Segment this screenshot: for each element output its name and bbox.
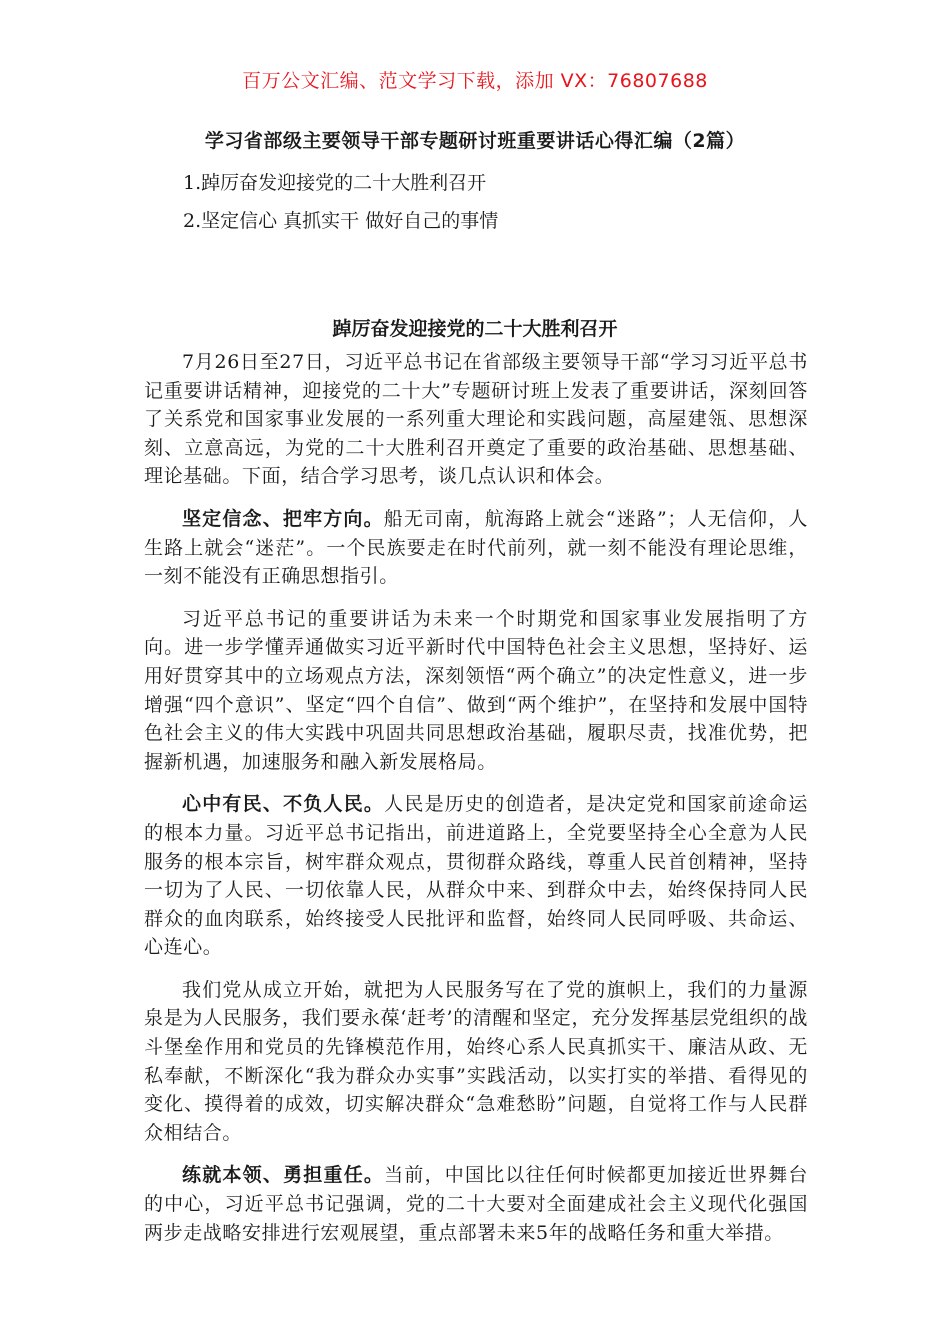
toc-item-2: 2.坚定信心 真抓实干 做好自己的事情: [183, 210, 499, 232]
paragraph-5-text: 我们党从成立开始，就把为人民服务写在了党的旗帜上，我们的力量源泉是为人民服务，我们要永葆‘赶考’的清醒和坚定，充分发挥基层党组织的战斗堡垒作用和党员的先锋模范作用，始终心系人民真抓实干、廉洁从政、无私奉献，不断深化“我为群众办实事”实践活动，以实打实的举措、看得见的变化、摸得着的成效，切实解决群众“急难愁盼”问题，自觉将工作与人民群众相结合。: [144, 978, 808, 1144]
paragraph-3-text: 习近平总书记的重要讲话为未来一个时期党和国家事业发展指明了方向。进一步学懂弄通做实习近平新时代中国特色社会主义思想，坚持好、运用好贯穿其中的立场观点方法，深刻领悟“两个确立”的决定性意义，进一步增强“四个意识”、坚定“四个自信”、做到“两个维护”，在坚持和发展中国特色社会主义的伟大实践中巩固共同思想政治基础，履职尽责，找准优势，把握新机遇，加速服务和融入新发展格局。: [144, 607, 808, 773]
paragraph-4: [144, 790, 808, 962]
paragraph-3: [144, 605, 808, 777]
paragraph-4-text: 人民是历史的创造者，是决定党和国家前途命运的根本力量。习近平总书记指出，前进道路上，全党要坚持全心全意为人民服务的根本宗旨，树牢群众观点，贯彻群众路线，尊重人民首创精神，坚持一切为了人民、一切依靠人民，从群众中来、到群众中去，始终保持同人民群众的血肉联系，始终接受人民批评和监督，始终同人民同呼吸、共命运、心连心。: [144, 793, 808, 959]
paragraph-2-text: 船无司南，航海路上就会“迷路”；人无信仰，人生路上就会“迷茫”。一个民族要走在时代前列，就一刻不能没有理论思维，一刻不能没有正确思想指引。: [144, 507, 808, 588]
section-title: 踔厉奋发迎接党的二十大胜利召开: [332, 318, 618, 340]
paragraph-2-lead: 坚定信念、把牢方向。: [182, 507, 384, 530]
download-banner: 百万公文汇编、范文学习下载，添加 VX：76807688: [242, 70, 708, 92]
paragraph-4-lead: 心中有民、不负人民。: [182, 793, 385, 816]
section-body: [144, 348, 808, 1261]
paragraph-6: [144, 1161, 808, 1247]
paragraph-1-text: 7月26日至27日，习近平总书记在省部级主要领导干部“学习习近平总书记重要讲话精神，迎接党的二十大”专题研讨班上发表了重要讲话，深刻回答了关系党和国家事业发展的一系列重大理论和实践问题，高屋建瓴、思想深刻、立意高远，为党的二十大胜利召开奠定了重要的政治基础、思想基础、理论基础。下面，结合学习思考，谈几点认识和体会。: [144, 351, 808, 488]
document-title: 学习省部级主要领导干部专题研讨班重要讲话心得汇编（2篇）: [204, 130, 746, 152]
table-of-contents: [183, 164, 803, 240]
paragraph-6-lead: 练就本领、勇担重任。: [182, 1164, 385, 1187]
paragraph-1: [144, 348, 808, 491]
toc-item-1: 1.踔厉奋发迎接党的二十大胜利召开: [183, 172, 487, 194]
paragraph-6-text: 当前，中国比以往任何时候都更加接近世界舞台的中心，习近平总书记强调，党的二十大要对全面建成社会主义现代化强国两步走战略安排进行宏观展望，重点部署未来5年的战略任务和重大举措。: [144, 1164, 808, 1244]
paragraph-5: [144, 976, 808, 1148]
paragraph-2: [144, 505, 808, 591]
